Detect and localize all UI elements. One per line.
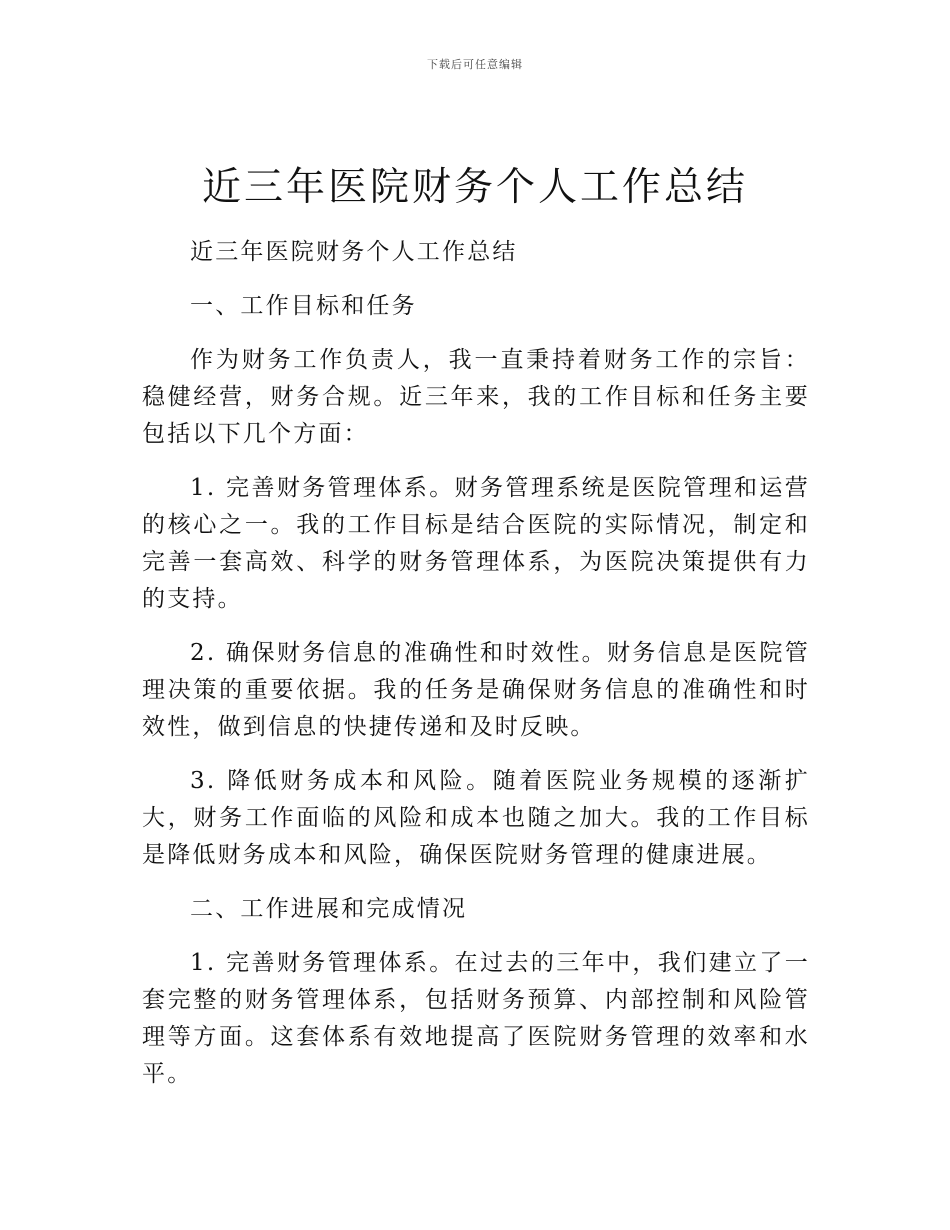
progress-item-1: 1. 完善财务管理体系。在过去的三年中，我们建立了一套完整的财务管理体系，包括财务预算、内部控制和风险管理等方面。这套体系有效地提高了医院财务管理的效率和水平。 (142, 950, 810, 1087)
intro-paragraph: 作为财务工作负责人，我一直秉持着财务工作的宗旨：稳健经营，财务合规。近三年来，我的工作目标和任务主要包括以下几个方面： (142, 347, 810, 447)
header-note: 下载后可任意编辑 (427, 58, 523, 71)
section-heading-goals: 一、工作目标和任务 (190, 293, 417, 319)
section-heading-progress: 二、工作进展和完成情况 (190, 896, 468, 922)
goal-item-3: 3. 降低财务成本和风险。随着医院业务规模的逐渐扩大，财务工作面临的风险和成本也随之加大。我的工作目标是降低财务成本和风险，确保医院财务管理的健康进展。 (142, 768, 810, 868)
goal-item-1: 1. 完善财务管理体系。财务管理系统是医院管理和运营的核心之一。我的工作目标是结合医院的实际情况，制定和完善一套高效、科学的财务管理体系，为医院决策提供有力的支持。 (142, 475, 810, 612)
subtitle-paragraph: 近三年医院财务个人工作总结 (190, 239, 518, 265)
document-title: 近三年医院财务个人工作总结 (201, 165, 748, 210)
document-body (142, 234, 810, 1110)
goal-item-2: 2. 确保财务信息的准确性和时效性。财务信息是医院管理决策的重要依据。我的任务是确保财务信息的准确性和时效性，做到信息的快捷传递和及时反映。 (142, 640, 810, 740)
